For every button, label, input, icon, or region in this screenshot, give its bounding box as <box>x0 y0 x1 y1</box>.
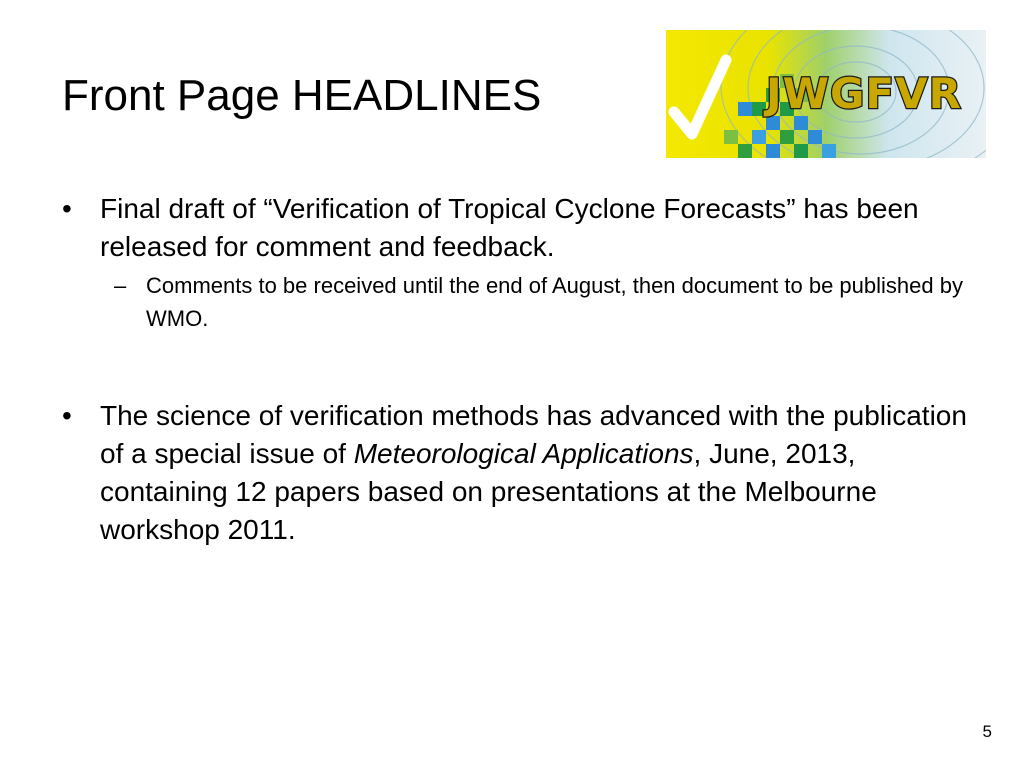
logo-wordmark: JWGFVR <box>766 69 962 118</box>
jwgfvr-logo <box>666 30 986 158</box>
journal-title: Meteorological Applications <box>353 438 694 469</box>
slide-title: Front Page HEADLINES <box>62 71 542 120</box>
bullet-marker: • <box>62 400 72 431</box>
bullet-text-after: , June, 2013, containing 12 papers based on presentations at the Melbourne workshop 2011. <box>100 438 877 545</box>
bullet-item <box>62 190 982 266</box>
slide-number: 5 <box>982 722 992 741</box>
bullet-marker: • <box>62 193 72 224</box>
bullet-item <box>62 397 982 549</box>
bullet-text-before: The science of verification methods has advanced with the publication of a special issue of <box>100 400 967 469</box>
slide-body <box>62 190 982 549</box>
sub-bullet-marker: – <box>114 273 127 298</box>
sub-bullet-text: Comments to be received until the end of August, then document to be published by WMO. <box>146 273 963 331</box>
spacer <box>62 335 982 397</box>
sub-bullet-item <box>62 269 982 335</box>
bullet-text: Final draft of “Verification of Tropical Cyclone Forecasts” has been released for comment and feedback. <box>100 193 919 262</box>
